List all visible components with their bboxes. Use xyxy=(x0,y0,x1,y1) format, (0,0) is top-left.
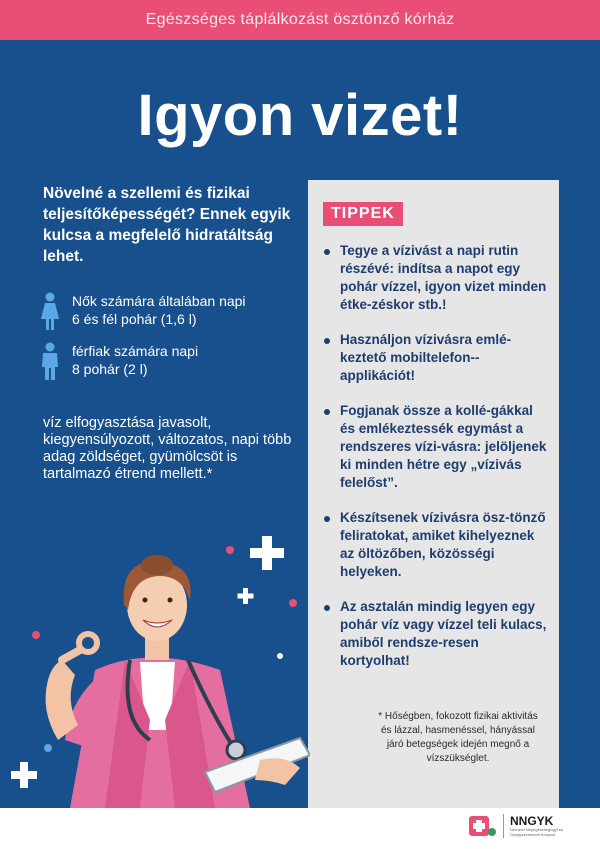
plus-icon xyxy=(238,588,254,604)
tips-list xyxy=(324,242,550,687)
stat-women-line2: 6 és fél pohár (1,6 l) xyxy=(72,311,197,327)
stat-men-text xyxy=(72,342,198,382)
poster-title: Igyon vizet! xyxy=(137,83,463,148)
plus-icon xyxy=(11,762,37,788)
footer xyxy=(0,808,600,849)
stat-women-line1: Nők számára általában napi xyxy=(72,293,246,309)
list-item: Fogjanak össze a kollé-gákkal és emlékeztessék egymást a rendszeres vízi-vásra: jelöljenek ki minden hétre egy „vízivás felelőst”. xyxy=(324,402,550,492)
stat-men-line2: 8 pohár (2 l) xyxy=(72,361,148,377)
top-banner xyxy=(0,0,600,40)
hospital-cross-icon xyxy=(467,814,497,838)
logo-divider xyxy=(503,814,504,838)
intro-text: Növelné a szellemi és fizikai teljesítőképességét? Ennek egyik kulcsa a megfelelő hidratáltság lehet. xyxy=(43,185,291,265)
tips-header: TIPPEK xyxy=(323,202,403,226)
plus-icon xyxy=(250,536,284,570)
stat-women xyxy=(38,292,298,332)
footnote: * Hőségben, fokozott fizikai aktivitás és lázzal, hasmenéssel, hányással járó betegségek idején megnő a vízszükséglet. xyxy=(378,711,538,764)
doctor-illustration xyxy=(0,510,310,808)
stat-men xyxy=(38,342,298,382)
list-item: Tegye a vízivást a napi rutin részévé: indítsa a napot egy pohár vízzel, igyon vizet minden étke-zéskor stb.! xyxy=(324,242,550,314)
dot-decoration xyxy=(289,599,297,607)
list-item: Készítsenek vízivásra ösz-tönző feliratokat, amiket kihelyeznek az öltözőben, közösségi helyeken. xyxy=(324,509,550,581)
list-item: Használjon vízivásra emlé-keztető mobiltelefon--applikációt! xyxy=(324,331,550,385)
intake-note: víz elfogyasztása javasolt, kiegyensúlyozott, változatos, napi több adag zöldséget, gyümölcsöt is tartalmazó étrend mellett.* xyxy=(43,415,292,482)
dot-decoration xyxy=(32,631,40,639)
logo-name: NNGYK xyxy=(510,814,554,828)
dot-decoration xyxy=(44,744,52,752)
stat-women-text xyxy=(72,292,246,332)
dot-decoration xyxy=(277,653,283,659)
nngyk-logo xyxy=(467,814,570,838)
poster-main xyxy=(0,40,600,808)
stat-men-line1: férfiak számára napi xyxy=(72,343,199,359)
man-icon xyxy=(38,342,62,382)
tips-panel xyxy=(308,180,559,808)
dot-decoration xyxy=(226,546,234,554)
logo-subtitle: Nemzeti Népegészségügyi és Gyógyszerészeti Központ xyxy=(510,827,563,837)
banner-text: Egészséges táplálkozást ösztönző kórház xyxy=(145,11,455,28)
woman-icon xyxy=(38,292,62,332)
logo-text xyxy=(510,815,570,837)
list-item: Az asztalán mindig legyen egy pohár víz vagy vízzel teli kulacs, amiből rendsze-resen kortyolhat! xyxy=(324,598,550,670)
